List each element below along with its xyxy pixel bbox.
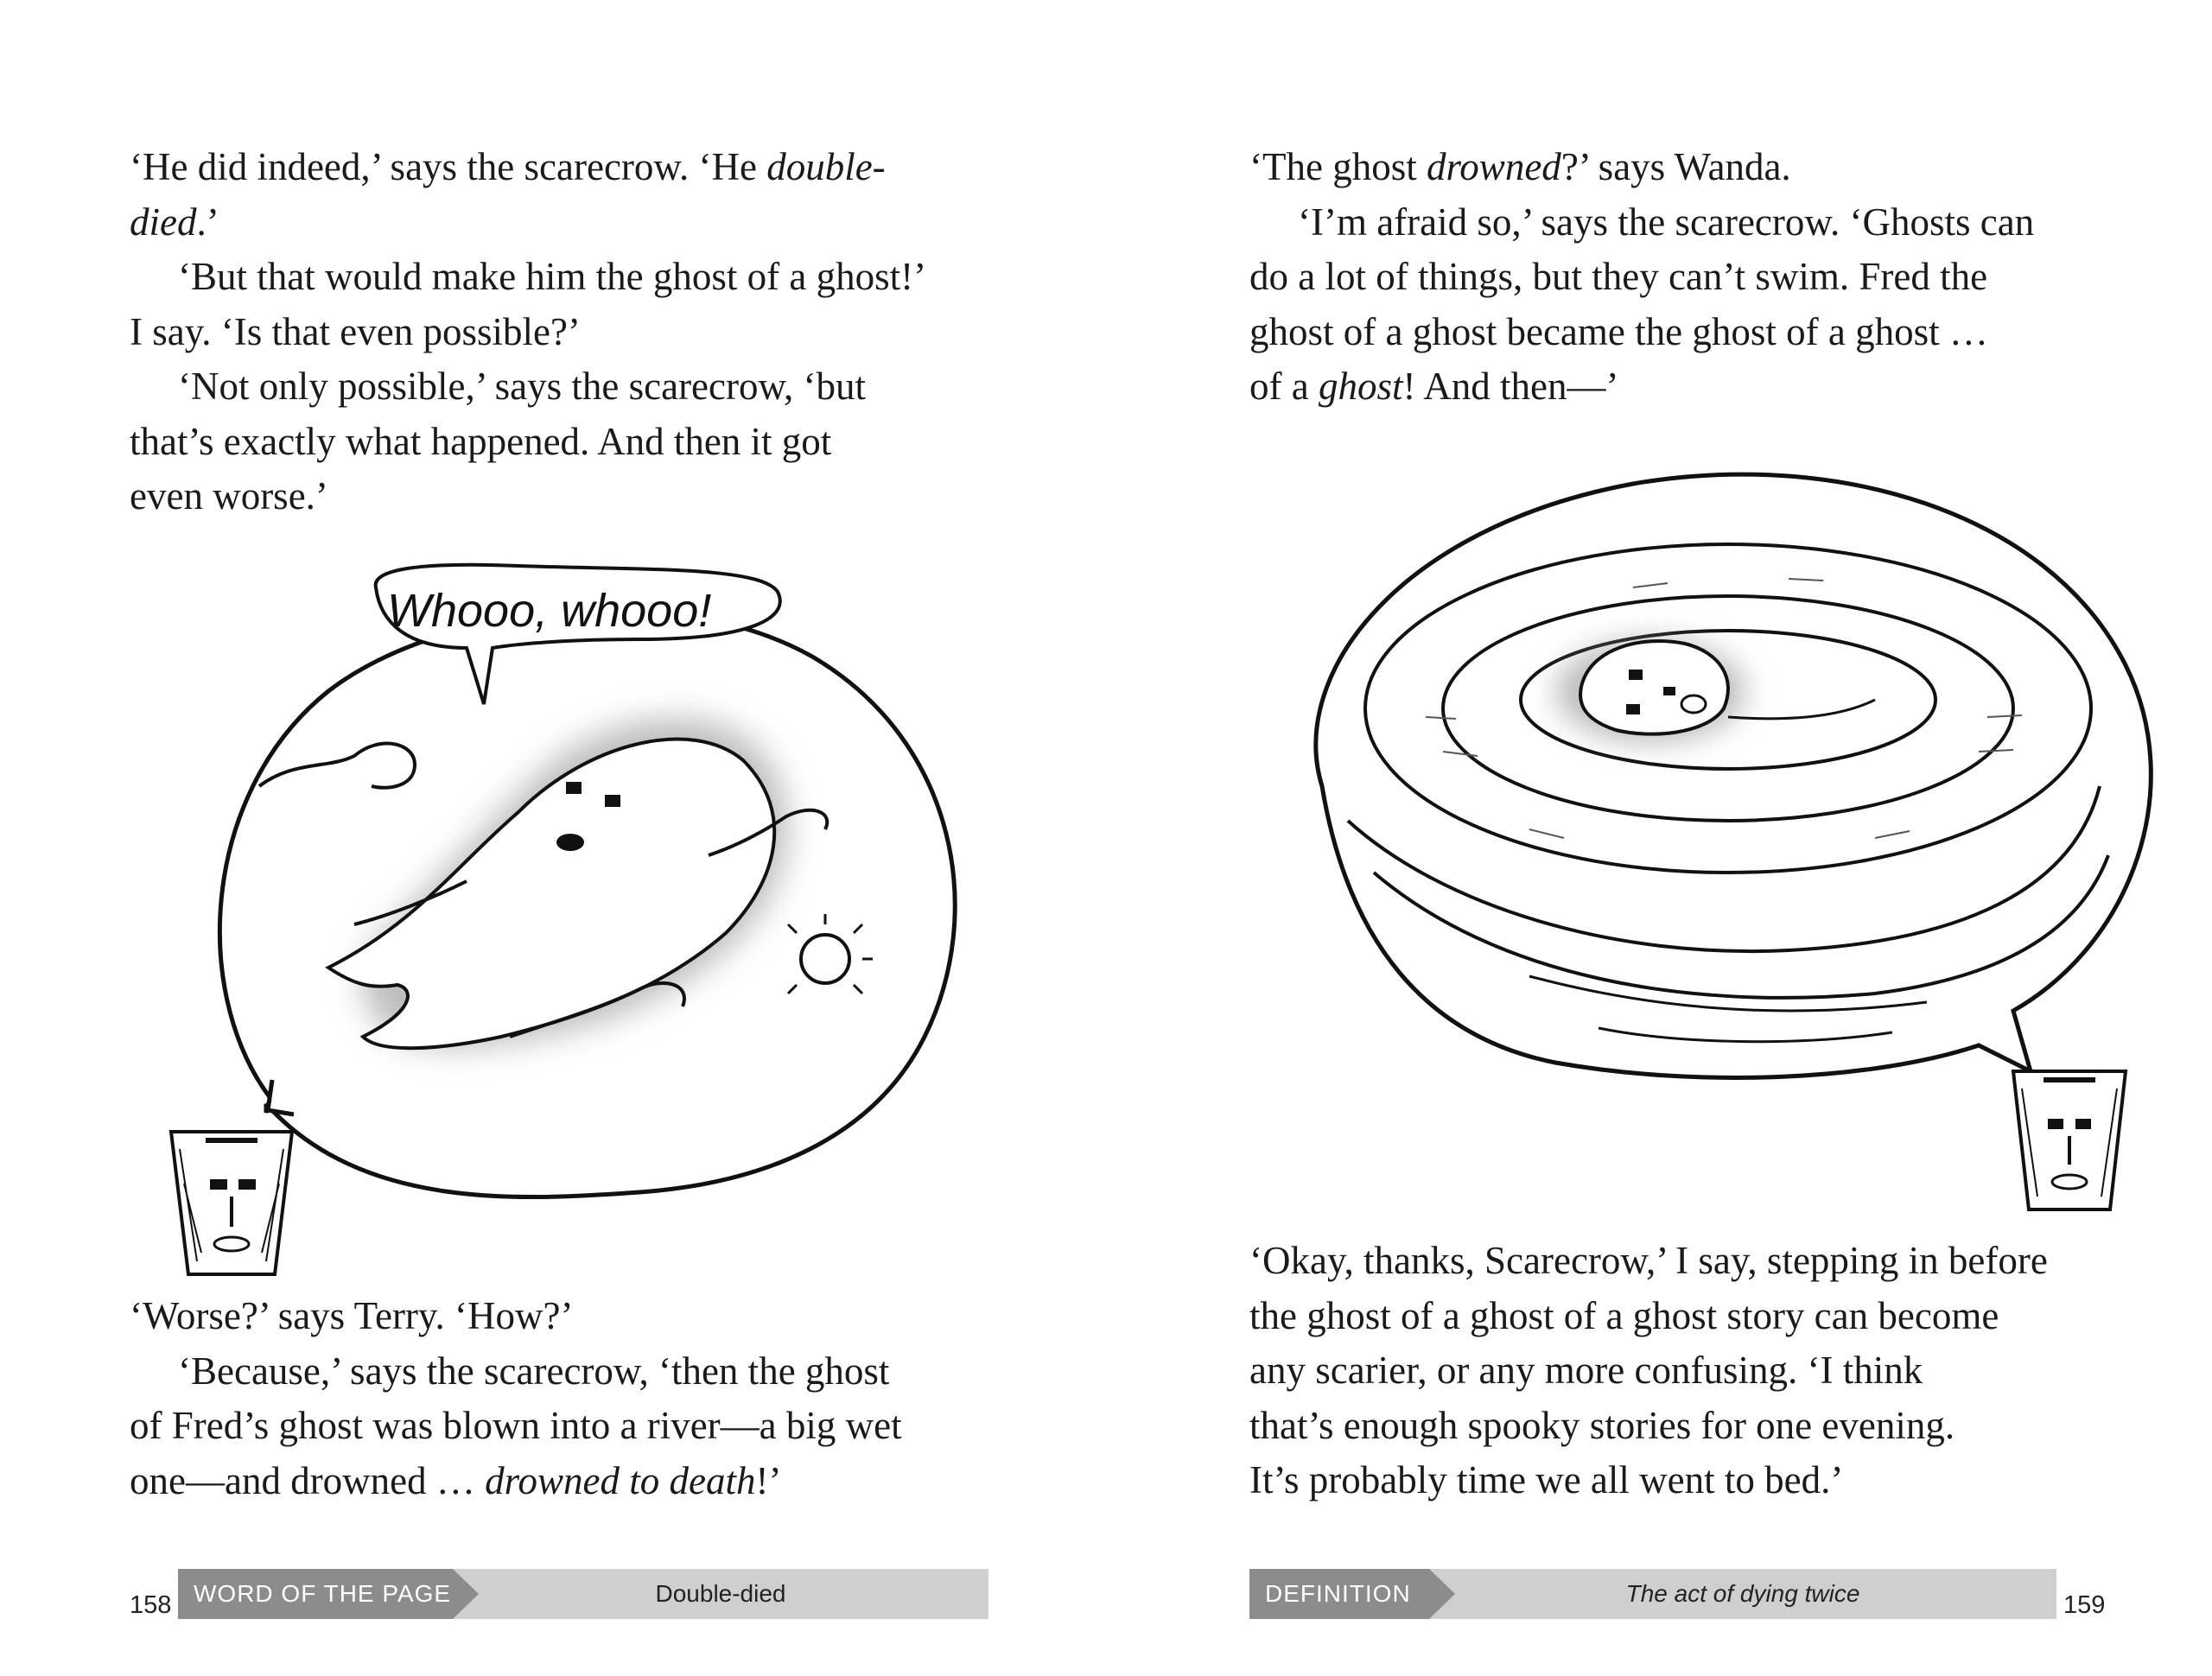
text-line: any scarier, or any more confusing. ‘I think [1249,1349,1923,1392]
text-line: do a lot of things, but they can’t swim. Fred the [1249,255,1988,298]
text-line: I say. ‘Is that even possible?’ [130,309,581,353]
text-line: ‘I’m afraid so,’ says the scarecrow. ‘Ghosts can [1298,200,2035,244]
river-bubble [1316,474,2151,1077]
text-line: of a ghost! And then—’ [1249,365,1619,408]
text-line: that’s enough spooky stories for one evening. [1249,1403,1955,1447]
text-line: ‘The ghost drowned?’ says Wanda. [1249,145,1791,188]
sun-icon [801,935,849,983]
scarecrow-portrait [171,1132,292,1274]
text-line: ‘Worse?’ says Terry. ‘How?’ [130,1294,574,1337]
text-line: of Fred’s ghost was blown into a river—a big wet [130,1404,902,1447]
footer-value: Double-died [453,1569,988,1619]
left-bottom-text [130,1289,994,1508]
ghost-mouth [556,834,584,851]
ghost-eye [1629,670,1643,680]
definition-bar [1249,1569,2056,1619]
right-page [1106,0,2212,1676]
ghost-illustration [156,553,985,1296]
text-line: ‘But that would make him the ghost of a ghost!’ [178,255,927,298]
page-number: 159 [2063,1591,2106,1619]
left-top-text [130,140,994,524]
drowned-ghost [1580,641,1728,734]
text-line: ‘He did indeed,’ says the scarecrow. ‘He double- [130,145,886,188]
text-line: ‘Not only possible,’ says the scarecrow, ‘but [178,365,867,408]
text-line: ‘Because,’ says the scarecrow, ‘then the ghost [178,1349,890,1393]
scarecrow-portrait [2013,1071,2126,1209]
text-line: It’s probably time we all went to bed.’ [1249,1458,1844,1501]
cloud [259,744,415,788]
ghost-eye [566,782,582,794]
text-line: even worse.’ [130,474,328,517]
ghost-eye [1626,704,1640,714]
ghost-eye [1663,687,1675,695]
arrow-icon [453,1569,479,1619]
text-line: that’s exactly what happened. And then it got [130,419,832,463]
text-line: ‘Okay, thanks, Scarecrow,’ I say, stepping in before [1249,1239,2048,1282]
text-line: died.’ [130,200,219,244]
page-number: 158 [130,1591,172,1619]
text-line: ghost of a ghost became the ghost of a ghost … [1249,309,1988,353]
river-illustration [1270,458,2160,1235]
footer-value: The act of dying twice [1429,1569,2056,1619]
right-bottom-text [1249,1234,2165,1508]
footer-label: WORD OF THE PAGE [178,1569,453,1619]
speech-text: Whooo, whooo! [387,585,712,637]
word-of-page-bar [178,1569,988,1619]
ghost-eye [605,795,620,807]
text-line: one—and drowned … drowned to death!’ [130,1458,782,1502]
text-line: the ghost of a ghost of a ghost story can become [1249,1293,1999,1337]
arrow-icon [1429,1569,1455,1619]
footer-label: DEFINITION [1249,1569,1429,1619]
right-top-text [1249,140,2113,415]
